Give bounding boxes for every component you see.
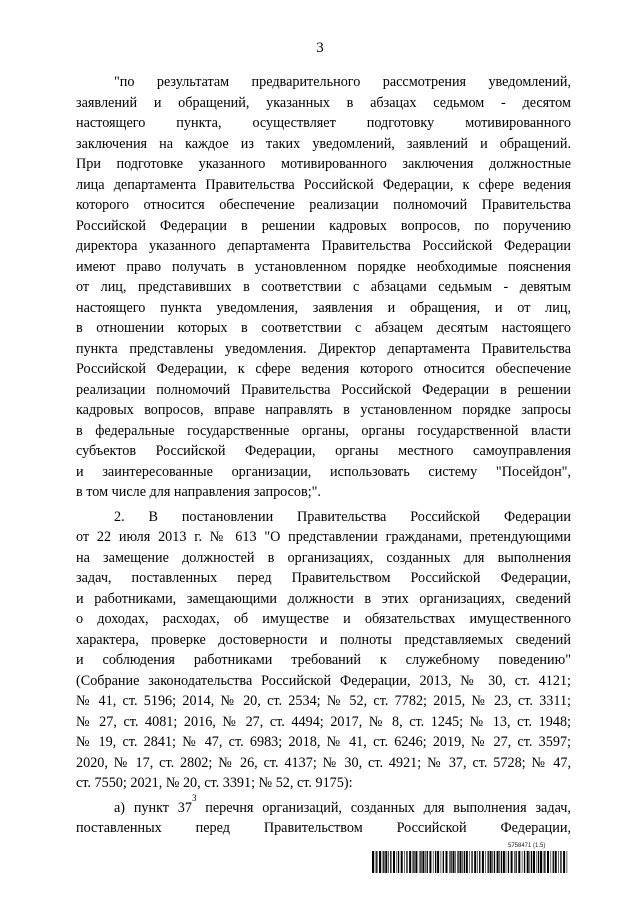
text-line: характера, проверке достоверности и полноты представляемых сведений — [76, 631, 571, 648]
text-line: от лиц, представивших в соответствии с абзацами седьмым - девятым — [76, 279, 571, 295]
text-line: настоящего пункта, осуществляет подготовку мотивированного — [76, 115, 571, 131]
text-line: настоящего пункта уведомления, заявления и обращения, и от лиц, — [76, 299, 571, 316]
barcode-bar — [385, 851, 387, 873]
barcode-bar — [540, 851, 542, 873]
barcode-bar — [469, 851, 470, 873]
text-line: задач, поставленных перед Правительством Российской Федерации, — [76, 570, 571, 586]
barcode-bar — [514, 851, 515, 873]
barcode-bar — [404, 851, 405, 873]
barcode-bar — [425, 851, 426, 873]
barcode-bar — [420, 851, 421, 873]
text-line: лица департамента Правительства Российской Федерации, к сфере ведения — [76, 176, 571, 193]
barcode-bar — [524, 851, 525, 873]
barcode-bar — [415, 851, 417, 873]
text-line: директора указанного департамента Правительства Российской Федерации — [76, 238, 571, 254]
barcode-bar — [560, 851, 561, 873]
barcode-bar — [464, 851, 465, 873]
text-line — [76, 792, 571, 819]
text-line: имеют право получать в установленном порядке необходимые пояснения — [76, 258, 571, 275]
text-line: 2. В постановлении Правительства Российской Федерации — [114, 508, 571, 525]
barcode-bar — [497, 851, 499, 873]
barcode-bar — [388, 851, 389, 873]
barcode-bar — [499, 851, 500, 873]
text-line: в федеральные государственные органы, органы государственной власти — [76, 422, 571, 439]
barcode-bar — [379, 851, 381, 873]
barcode-bar — [506, 851, 507, 873]
barcode-bar — [437, 851, 439, 873]
text-line: поставленных перед Правительством Российской Федерации, — [76, 820, 571, 836]
barcode-bar — [530, 851, 531, 873]
barcode-bar — [537, 851, 538, 873]
text-line: ст. 7550; 2021, № 20, ст. 3391; № 52, ст. 9175): — [76, 775, 353, 791]
barcode-bar — [455, 851, 456, 873]
barcode-bar — [435, 851, 436, 873]
barcode-bar — [397, 851, 398, 873]
barcode-bar — [544, 851, 545, 873]
barcode-bar — [503, 851, 505, 873]
barcode-bar — [563, 851, 565, 873]
barcode-bar — [375, 851, 376, 873]
barcode-bar — [538, 851, 539, 873]
document-body — [76, 72, 571, 839]
barcode-bar — [555, 851, 557, 873]
barcode-bar — [460, 851, 462, 873]
text-line: 2020, № 17, ст. 2802; № 26, ст. 4137; № 30, ст. 4921; № 37, ст. 5728; № 47, — [76, 754, 571, 771]
page-number: 3 — [316, 40, 324, 56]
text-line: и заинтересованные организации, использовать систему "Посейдон", — [76, 463, 571, 480]
barcode-bar — [372, 851, 374, 873]
text-line: в отношении которых в соответствии с абзацем десятым настоящего — [76, 320, 571, 336]
text-segment: перечня организаций, созданных для выполнения задач, — [196, 799, 571, 816]
barcode-bar — [453, 851, 455, 873]
text-line: заключения на каждое из таких уведомлений, заявлений и обращений. — [76, 135, 571, 152]
barcode-bar — [398, 851, 399, 873]
barcode-bar — [382, 851, 383, 873]
barcode-bar — [383, 851, 384, 873]
text-line: реализации полномочий Правительства Российской Федерации в решении — [76, 381, 571, 398]
barcode-bar — [474, 851, 476, 873]
barcode-bar — [419, 851, 420, 873]
barcode-bar — [527, 851, 529, 873]
barcode-bar — [479, 851, 480, 873]
paragraph — [76, 72, 571, 503]
barcode-bar — [501, 851, 502, 873]
barcode-bar — [449, 851, 450, 873]
text-line: о доходах, расходах, об имуществе и обязательствах имущественного — [76, 611, 571, 627]
text-segment: а) пункт 37 — [114, 799, 192, 816]
text-line: и работниками, замещающими должности в этих организациях, сведений — [76, 590, 571, 607]
text-line: которого относится обеспечение реализации полномочий Правительства — [76, 197, 571, 213]
barcode-bar — [533, 851, 535, 873]
barcode-bar — [390, 851, 391, 873]
text-line: субъектов Российской Федерации, органы местного самоуправления — [76, 443, 571, 459]
barcode-bar — [462, 851, 463, 873]
barcode-bar — [490, 851, 492, 873]
superscript: 3 — [191, 792, 197, 803]
barcode-image — [372, 851, 568, 873]
barcode-bar — [443, 851, 444, 873]
barcode-bar — [553, 851, 554, 873]
text-line: Российской Федерации в решении кадровых вопросов, по поручению — [76, 217, 571, 234]
barcode-bar — [551, 851, 552, 873]
barcode-bar — [406, 851, 407, 873]
text-line: от 22 июля 2013 г. № 613 "О представлении гражданами, претендующими — [76, 529, 571, 545]
barcode-bar — [508, 851, 509, 873]
barcode-bar — [427, 851, 428, 873]
text-line: № 19, ст. 2841; № 47, ст. 6983; 2018, № 41, ст. 6246; 2019, № 27, ст. 3597; — [76, 734, 571, 750]
text-line: и соблюдения работниками требований к служебному поведению" — [76, 652, 571, 668]
barcode-bar — [516, 851, 517, 873]
barcode-label: 5758471 (1.5) — [508, 843, 546, 849]
barcode-bar — [393, 851, 395, 873]
barcode-bar — [558, 851, 559, 873]
barcode-bar — [488, 851, 489, 873]
text-line: Российской Федерации, к сфере ведения которого относится обеспечение — [76, 361, 571, 377]
text-line: заявлений и обращений, указанных в абзацах седьмом - десятом — [76, 94, 571, 111]
barcode-bar — [567, 851, 568, 873]
barcode-bar — [413, 851, 414, 873]
barcode-bar — [466, 851, 468, 873]
barcode-bar — [457, 851, 458, 873]
barcode-bar — [422, 851, 424, 873]
text-line: (Собрание законодательства Российской Федерации, 2013, № 30, ст. 4121; — [76, 672, 571, 689]
barcode-bar — [543, 851, 544, 873]
barcode-bar — [401, 851, 403, 873]
barcode-bar — [482, 851, 484, 873]
paragraph — [76, 792, 571, 839]
barcode-bar — [485, 851, 486, 873]
barcode-bar — [518, 851, 520, 873]
barcode-bar — [494, 851, 495, 873]
text-line: № 27, ст. 4081; 2016, № 27, ст. 4494; 2017, № 8, ст. 1245; № 13, ст. 1948; — [76, 713, 571, 730]
paragraph — [76, 507, 571, 794]
barcode-bar — [477, 851, 478, 873]
barcode-bar — [446, 851, 448, 873]
barcode-bar — [412, 851, 413, 873]
barcode-bar — [429, 851, 431, 873]
barcode-bar — [471, 851, 472, 873]
barcode-bar — [409, 851, 411, 873]
barcode-bar — [441, 851, 442, 873]
barcode-bar — [511, 851, 513, 873]
text-line: на замещение должностей в организациях, созданных для выполнения — [76, 549, 571, 566]
text-line: в том числе для направления запросов;". — [76, 484, 321, 500]
barcode-bar — [522, 851, 523, 873]
barcode-bar — [376, 851, 377, 873]
text-line: При подготовке указанного мотивированного заключения должностные — [76, 156, 571, 172]
barcode-bar — [547, 851, 549, 873]
barcode-bar — [433, 851, 434, 873]
barcode-bar — [492, 851, 493, 873]
text-line: № 41, ст. 5196; 2014, № 20, ст. 2534; № 52, ст. 7782; 2015, № 23, ст. 3311; — [76, 693, 571, 709]
text-line: кадровых вопросов, вправе направлять в установленном порядке запросы — [76, 402, 571, 418]
barcode-bar — [531, 851, 532, 873]
barcode-bar — [450, 851, 451, 873]
text-line: "по результатам предварительного рассмотрения уведомлений, — [114, 74, 571, 90]
text-line: пункта представлены уведомления. Директор департамента Правительства — [76, 340, 571, 357]
